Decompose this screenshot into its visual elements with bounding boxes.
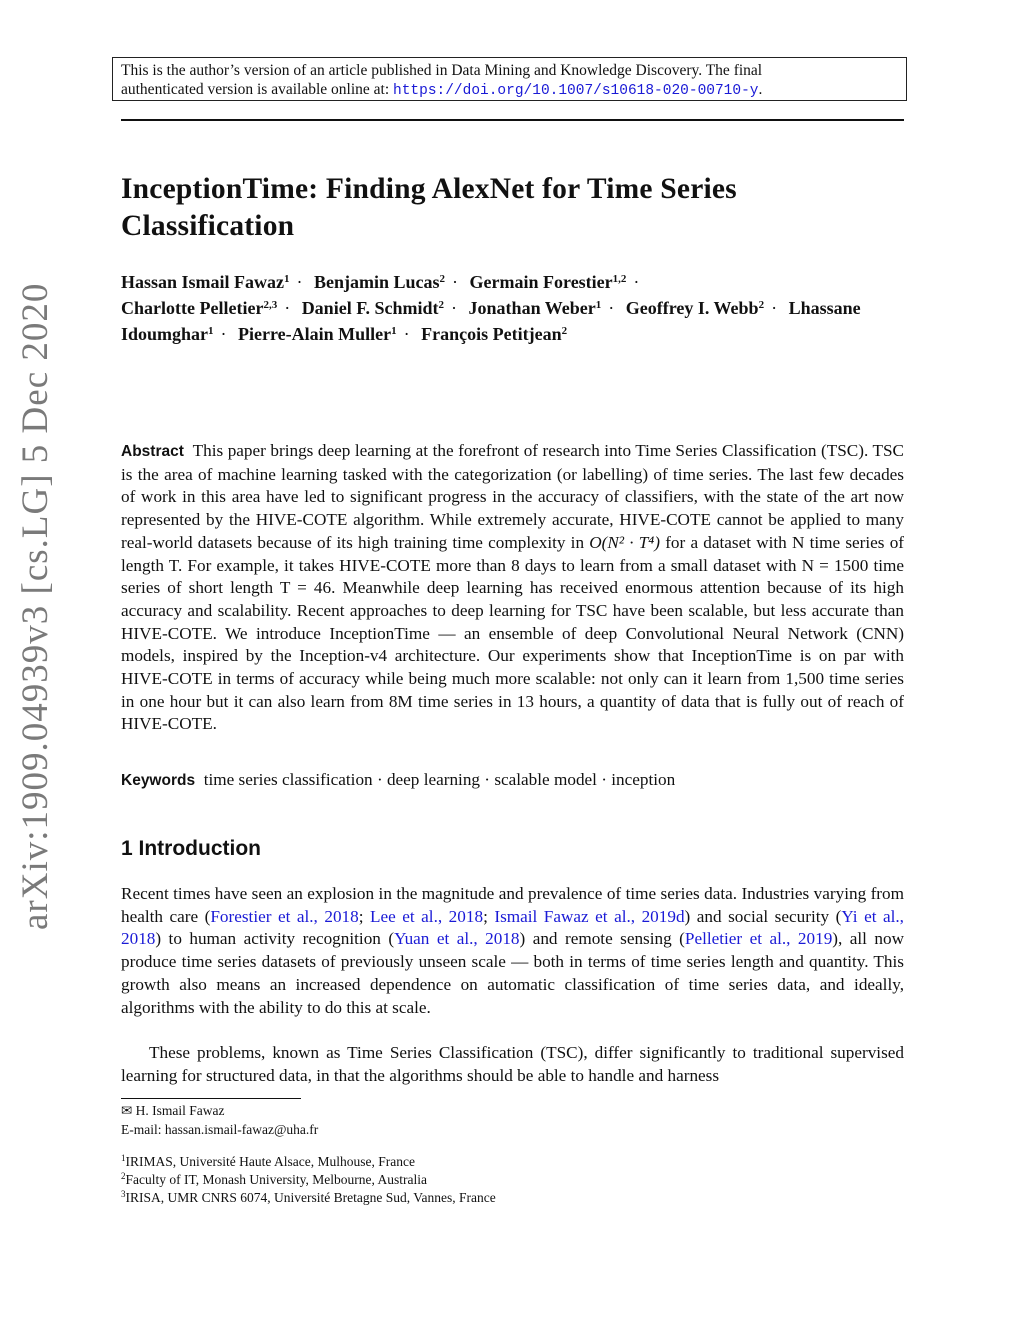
author-name: Jonathan Weber: [468, 298, 596, 318]
keywords: Keywords time series classification · deep learning · scalable model · inception: [121, 770, 676, 789]
paper-title: InceptionTime: Finding AlexNet for Time Series Classification: [121, 173, 737, 242]
doi-link[interactable]: https://doi.org/10.1007/s10618-020-00710-y: [393, 83, 759, 99]
author-name: Hassan Ismail Fawaz: [121, 272, 285, 292]
citation-link[interactable]: Lee et al., 2018: [370, 906, 484, 926]
citation-link[interactable]: Pelletier et al., 2019: [684, 929, 833, 949]
contact-author: ✉ H. Ismail Fawaz: [121, 1103, 225, 1118]
author-name: Geoffrey I. Webb: [625, 298, 759, 318]
notice-line-2: authenticated version is available online at: https://doi.org/10.1007/s10618-020-00710-y.: [121, 81, 763, 99]
author-list: Hassan Ismail Fawaz$^1$ · Benjamin Lucas$^2$ · Germain Forestier$^{1,2}$ · Charlotte Pelletier$^{2,3}$ · Daniel F. Schmidt$^2$ · Jonathan Weber$^1$ · Geoffrey I. Webb$^2$ · Lhassane Idoumghar$^1$ · Pierre-Alain Muller$^1$ · François Petitjean$^2$: [121, 272, 861, 344]
abstract: Abstract This paper brings deep learning at the forefront of research into Time Series Classification (TSC). TSC is the area of machine learning tasked with the categorization (or labelling) of time series. The last few decades of work in this area have led to significant progress in the accuracy of classifiers, with the state of the art now represented by the HIVE-COTE algorithm. While extremely accurate, HIVE-COTE cannot be applied to many real-world datasets because of its high training time complexity in O(N² · T⁴) for a dataset with N time series of length T. For example, it takes HIVE-COTE more than 8 days to learn from a small dataset with N = 1500 time series of short length T = 46. Meanwhile deep learning has received enormous attention because of its high accuracy and scalability. Recent approaches to deep learning for TSC have been scalable, but less accurate than HIVE-COTE. We introduce InceptionTime — an ensemble of deep Convolutional Neural Network (CNN) models, inspired by the Inception-v4 architecture. Our experiments show that InceptionTime is on par with HIVE-COTE in terms of accuracy while being much more scalable: not only can it learn from 1,500 time series in one hour but it can also learn from 8M time series in 13 hours, a quantity of data that is fully out of reach of HIVE-COTE.: [121, 441, 905, 734]
author-name: Pierre-Alain Muller: [238, 324, 392, 344]
header-rule: [121, 119, 904, 121]
affiliation-2: $^2$Faculty of IT, Monash University, Melbourne, Australia: [121, 1171, 427, 1187]
affiliation-3: $^3$IRISA, UMR CNRS 6074, Université Bretagne Sud, Vannes, France: [121, 1189, 496, 1205]
notice-line-1: This is the author’s version of an article published in Data Mining and Knowledge Discovery. The final: [121, 62, 763, 79]
author-name: Daniel F. Schmidt: [301, 298, 439, 318]
section-heading-introduction: 1 Introduction: [121, 837, 261, 860]
citation-link[interactable]: Yi et al., 2018: [121, 906, 904, 949]
contact-email: E-mail: hassan.ismail-fawaz@uha.fr: [121, 1122, 319, 1137]
citation-link[interactable]: Ismail Fawaz et al., 2019d: [494, 906, 685, 926]
keywords-label: Keywords: [121, 772, 196, 789]
intro-paragraph-1: Recent times have seen an explosion in the magnitude and prevalence of time series data. Industries varying from health care (Forestier et al., 2018; Lee et al., 2018; Ismail Fawaz et al., 2019d) and social security (Yi et al., 2018) to human activity recognition (Yuan et al., 2018) and remote sensing (Pelletier et al., 2019), all now produce time series datasets of previously unseen scale — both in terms of time series length and quantity. This growth also means an increased dependence on automatic classification of time series data, and ideally, algorithms with the ability to do this at scale.: [121, 884, 905, 1017]
intro-paragraph-2: These problems, known as Time Series Classification (TSC), differ significantly to traditional supervised learning for structured data, in that the algorithms should be able to handle and harness: [121, 1043, 904, 1085]
author-name: Benjamin Lucas: [314, 272, 440, 292]
author-name: Charlotte Pelletier: [121, 298, 264, 318]
citation-link[interactable]: Yuan et al., 2018: [394, 929, 520, 949]
author-name: François Petitjean: [421, 324, 562, 344]
author-name: Lhassane Idoumghar: [121, 298, 861, 344]
citation-link[interactable]: Forestier et al., 2018: [210, 906, 359, 926]
author-name: Germain Forestier: [469, 272, 613, 292]
complexity-formula: O(N² · T⁴): [589, 532, 660, 552]
publication-notice: [112, 57, 907, 101]
footnote-rule: [121, 1098, 301, 1099]
affiliation-1: $^1$IRIMAS, Université Haute Alsace, Mulhouse, France: [121, 1153, 415, 1169]
arxiv-identifier: arXiv:1909.04939v3 [cs.LG] 5 Dec 2020: [15, 282, 56, 930]
abstract-label: Abstract: [121, 443, 184, 460]
